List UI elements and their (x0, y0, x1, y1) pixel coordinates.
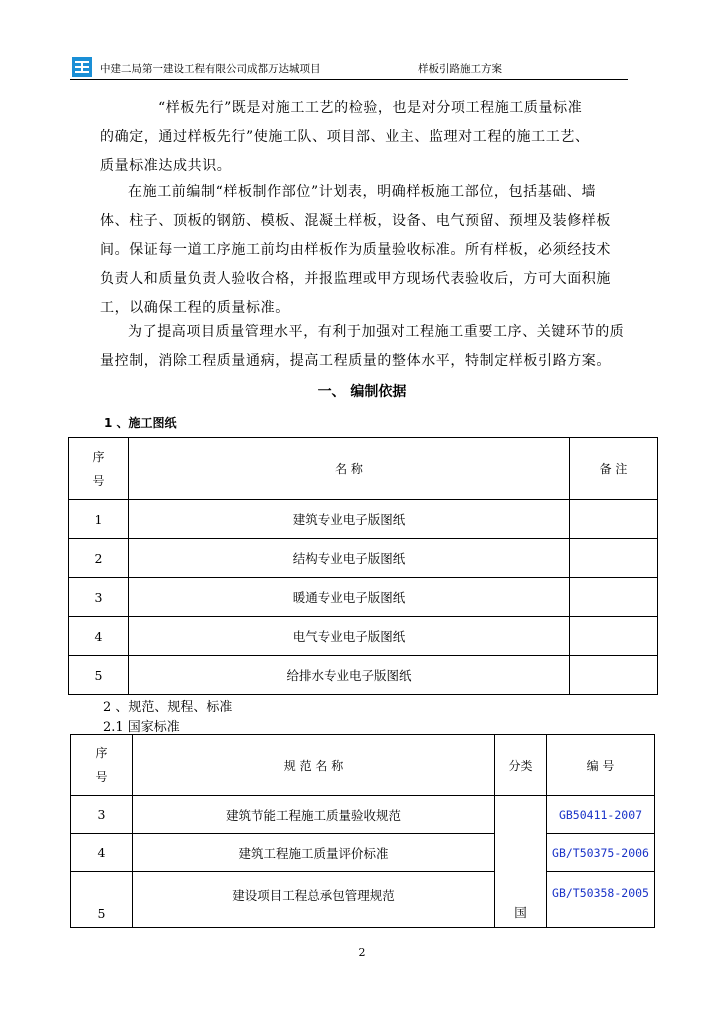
table-row (69, 656, 658, 695)
column-header-category: 分类 (495, 735, 547, 796)
paragraph-3 (100, 318, 630, 376)
cell-name: 建设项目工程总承包管理规范 (133, 872, 495, 928)
cell-code: GB50411-2007 (547, 796, 655, 834)
table-header-row (71, 735, 655, 796)
cell-no: 1 (69, 500, 129, 539)
column-header-no: 序号 (69, 438, 129, 500)
cell-remark (570, 656, 658, 695)
paragraph-line: 工，以确保工程的质量标准。 (100, 300, 290, 316)
cell-code: GB/T50375-2006 (547, 834, 655, 872)
cell-name: 建筑专业电子版图纸 (129, 500, 570, 539)
cell-no: 3 (71, 796, 133, 834)
table-row (69, 617, 658, 656)
cell-category: 国 (495, 796, 547, 928)
cell-remark (570, 500, 658, 539)
cell-remark (570, 539, 658, 578)
cell-name: 建筑节能工程施工质量验收规范 (133, 796, 495, 834)
table-row (69, 539, 658, 578)
cell-no: 4 (69, 617, 129, 656)
company-logo-icon (72, 57, 92, 77)
table-row (69, 500, 658, 539)
cell-no: 5 (71, 872, 133, 928)
paragraph-line: 质量标准达成共识。 (100, 158, 232, 174)
paragraph-line: 负责人和质量负责人验收合格，并报监理或甲方现场代表验收后，方可大面积施 (100, 271, 611, 287)
cell-no: 3 (69, 578, 129, 617)
cell-no: 2 (69, 539, 129, 578)
cell-remark (570, 617, 658, 656)
paragraph-line: 体、柱子、顶板的钢筋、模板、混凝土样板，设备、电气预留、预埋及装修样板 (100, 213, 611, 229)
paragraph-line: 在施工前编制“样板制作部位”计划表，明确样板施工部位，包括基础、墙 (128, 184, 597, 200)
column-header-no: 序号 (71, 735, 133, 796)
cell-name: 给排水专业电子版图纸 (129, 656, 570, 695)
column-header-code: 编 号 (547, 735, 655, 796)
table-row (71, 834, 655, 872)
drawings-table (68, 437, 658, 695)
column-header-remark: 备 注 (570, 438, 658, 500)
subsection-heading-drawings: 1 、施工图纸 (104, 416, 177, 430)
paragraph-line: 间。保证每一道工序施工前均由样板作为质量验收标准。所有样板，必须经技术 (100, 242, 611, 258)
page-number: 2 (358, 946, 366, 959)
cell-name: 建筑工程施工质量评价标准 (133, 834, 495, 872)
subsection-heading-national-standards: 2.1 国家标准 (103, 720, 180, 735)
section-title: 一、 编制依据 (317, 384, 407, 400)
page-header (70, 56, 628, 80)
table-row (71, 872, 655, 928)
paragraph-line: “样板先行”既是对施工工艺的检验，也是对分项工程施工质量标准 (158, 100, 583, 116)
paragraph-line: 的确定，通过样板先行”使施工队、项目部、业主、监理对工程的施工工艺、 (100, 129, 590, 145)
cell-name: 结构专业电子版图纸 (129, 539, 570, 578)
table-row (69, 578, 658, 617)
cell-no: 5 (69, 656, 129, 695)
table-header-row (69, 438, 658, 500)
paragraph-line: 为了提高项目质量管理水平，有利于加强对工程施工重要工序、关键环节的质 (128, 324, 625, 340)
header-document-title: 样板引路施工方案 (418, 63, 502, 75)
header-company-name: 中建二局第一建设工程有限公司成都万达城项目 (100, 63, 321, 75)
column-header-name: 名 称 (129, 438, 570, 500)
cell-no: 4 (71, 834, 133, 872)
subsection-heading-standards: 2 、规范、规程、标准 (103, 700, 233, 715)
paragraph-1 (100, 94, 630, 181)
cell-name: 暖通专业电子版图纸 (129, 578, 570, 617)
column-header-name: 规 范 名 称 (133, 735, 495, 796)
table-row (71, 796, 655, 834)
cell-remark (570, 578, 658, 617)
cell-name: 电气专业电子版图纸 (129, 617, 570, 656)
paragraph-2 (100, 178, 630, 323)
cell-code: GB/T50358-2005 (547, 872, 655, 928)
standards-table (70, 734, 655, 928)
paragraph-line: 量控制，消除工程质量通病，提高工程质量的整体水平，特制定样板引路方案。 (100, 353, 611, 369)
